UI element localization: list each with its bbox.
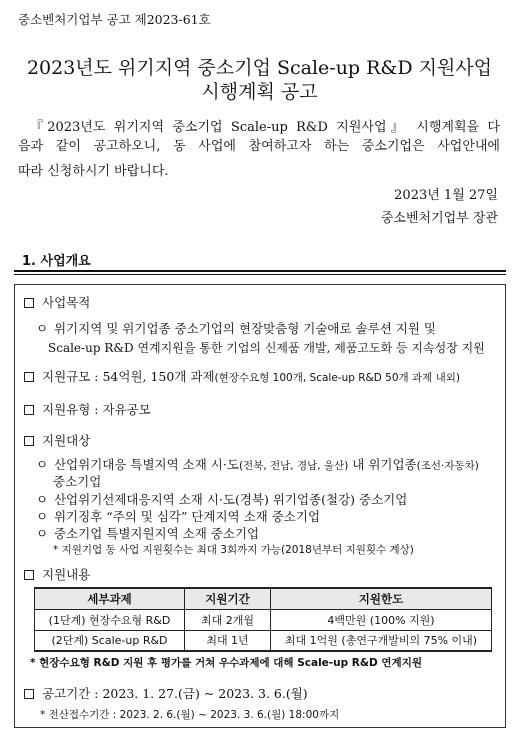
target-item-1: ㅇ 산업위기대응 특별지역 소재 시·도(전북, 전남, 경남, 울산) 내 위기업종(조선·자동차) [36,457,479,472]
scale-row: 지원규모 : 54억원, 150개 과제(현장수요형 100개, Scale-up R&D 50개 과제 내외) [24,367,460,385]
table-cell: (2단계) Scale-up R&D [35,630,185,651]
table-row [35,609,492,630]
table-header-cell: 지원기간 [185,588,271,609]
table-row [35,630,492,651]
table-header-cell: 지원한도 [271,588,492,609]
checkbox-square-icon [24,405,34,415]
checkbox-square-icon [24,436,34,446]
content-footnote: * 현장수요형 R&D 지원 후 평가를 거쳐 우수과제에 대해 Scale-up R&D 연계지원 [30,657,422,669]
agency-name: 중소벤처기업부 장관 [380,211,498,226]
title-line-2: 시행계획 공고 [201,81,318,103]
target-footnote: * 지원기업 동 사업 지원횟수는 최대 3회까지 가능(2018년부터 지원횟수 계상) [53,544,414,556]
checkbox-square-icon [24,372,34,382]
table-cell: 최대 1억원 (총연구개발비의 75% 이내) [271,630,492,651]
checkbox-square-icon [24,298,34,308]
target-item-1-cont: 중소기업 [53,474,102,489]
table-cell: 최대 2개월 [185,609,271,630]
period-note: * 전산접수기간 : 2023. 2. 6.(월) ~ 2023. 3. 6.(월) 18:00까지 [40,709,340,721]
intro-line-1: 『2023년도 위기지역 중소기업 Scale-up R&D 지원사업』 시행계획을 다 [30,120,500,135]
section-rule-thick [14,270,506,272]
announcement-date: 2023년 1월 27일 [394,188,498,203]
notice-number: 중소벤처기업부 공고 제2023-61호 [18,12,211,27]
title-line-1: 2023년도 위기지역 중소기업 Scale-up R&D 지원사업 [26,57,493,79]
support-table [34,587,492,652]
table-cell: (1단계) 현장수요형 R&D [35,609,185,630]
intro-line-3: 따라 신청하시기 바랍니다. [18,164,169,179]
content-label: 지원내용 [24,565,90,583]
table-header-row [35,588,492,609]
table-cell: 최대 1년 [185,630,271,651]
table-header-cell: 세부과제 [35,588,185,609]
purpose-line-2: Scale-up R&D 연계지원을 통한 기업의 신제품 개발, 제품고도화 등 지속성장 지원 [48,341,485,355]
type-row: 지원유형 : 자유공모 [24,400,151,418]
purpose-line-1: ㅇ 위기지역 및 위기업종 중소기업의 현장맞춤형 기술애로 솔루션 지원 및 [36,321,436,336]
section-heading: 1. 사업개요 [22,254,91,269]
intro-line-2: 음과 같이 공고하오니, 동 사업에 참여하고자 하는 중소기업은 사업안내에 [18,139,500,154]
purpose-label: 사업목적 [24,293,90,311]
target-item-2: ㅇ 산업위기선제대응지역 소재 시·도(경북) 위기업종(철강) 중소기업 [36,492,408,507]
checkbox-square-icon [24,570,34,580]
table-cell: 4백만원 (100% 지원) [271,609,492,630]
checkbox-square-icon [24,689,34,699]
target-item-3: ㅇ 위기징후 “주의 및 심각” 단계지역 소재 중소기업 [36,509,321,524]
section-rule-thin [14,274,506,275]
target-item-4: ㅇ 중소기업 특별지원지역 소재 중소기업 [36,526,260,541]
period-row: 공고기간 : 2023. 1. 27.(금) ~ 2023. 3. 6.(월) [24,684,308,702]
target-label: 지원대상 [24,431,90,449]
